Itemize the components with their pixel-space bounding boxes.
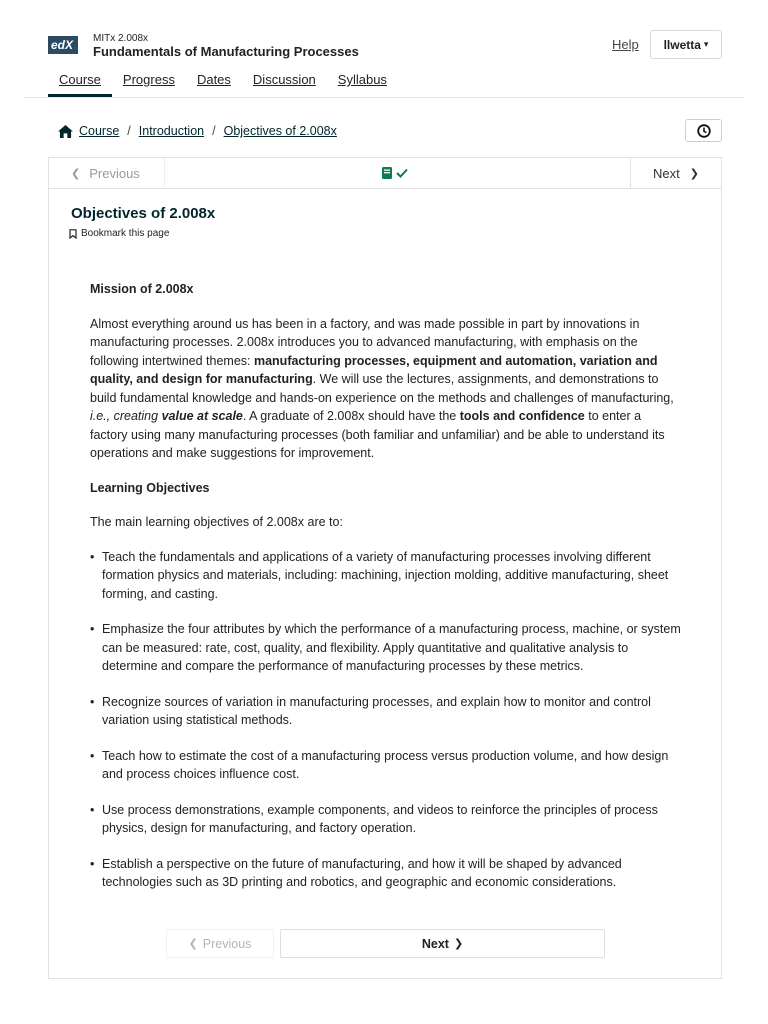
objectives-heading: Learning Objectives xyxy=(90,480,210,495)
tab-course[interactable]: Course xyxy=(48,72,112,97)
sequence-next-label: Next xyxy=(653,166,680,181)
objectives-intro: The main learning objectives of 2.008x are to: xyxy=(90,515,343,529)
course-title: Fundamentals of Manufacturing Processes xyxy=(93,44,359,59)
sequence-unit-button[interactable] xyxy=(382,167,408,179)
sequence-navigation xyxy=(49,158,721,189)
tab-syllabus[interactable]: Syllabus xyxy=(337,72,387,87)
breadcrumb-separator: / xyxy=(127,124,131,138)
header-divider xyxy=(24,97,744,98)
objectives-list xyxy=(90,548,682,892)
breadcrumb-introduction[interactable]: Introduction xyxy=(138,124,205,138)
chevron-down-icon: ▾ xyxy=(703,39,709,49)
tab-discussion[interactable]: Discussion xyxy=(252,72,316,87)
help-link[interactable]: Help xyxy=(612,37,639,52)
mission-heading: Mission of 2.008x xyxy=(90,282,194,296)
sequence-previous-button[interactable] xyxy=(49,158,165,189)
home-icon[interactable] xyxy=(58,125,73,138)
unit-content xyxy=(90,280,682,909)
book-icon xyxy=(382,167,392,179)
svg-text:edX: edX xyxy=(51,38,74,52)
sequence-next-button[interactable] xyxy=(630,158,721,189)
bottom-next-label: Next xyxy=(421,936,449,951)
bookmark-icon xyxy=(69,229,77,239)
sequence-previous-label: Previous xyxy=(89,166,140,181)
bottom-previous-button[interactable] xyxy=(166,929,274,958)
course-tabs xyxy=(48,72,398,98)
clock-icon xyxy=(697,124,711,138)
chevron-left-icon: ❮ xyxy=(71,168,81,180)
site-header xyxy=(0,0,768,98)
bottom-previous-label: Previous xyxy=(202,936,252,951)
bottom-next-button[interactable] xyxy=(280,929,605,958)
mission-paragraph: Almost everything around us has been in a factory, and was made possible in part by innovations in manufacturing processes. 2.008x introduces you to advanced manufacturing, with emphasis on the following intertwined themes: manufacturing processes, equipment and automation, variation and quality, and design for manufacturing. We will use the lectures, assignments, and demonstrations to build fundamental knowledge and hands-on experience on the methods and challenges of manufacturing, i.e., creating value at scale. A graduate of 2.008x should have the tools and confidence to enter a factory using many manufacturing processes (both familiar and unfamiliar) and be able to understand its operations and make suggestions for improvement. xyxy=(90,316,674,460)
chevron-right-icon: ❯ xyxy=(689,168,699,180)
username: llwetta xyxy=(663,37,701,52)
list-item: • Emphasize the four attributes by which the performance of a manufacturing process, machine, or system can be measured: rate, cost, quality, and flexibility. Apply quantitative and qualitative analysis to determine and compare the performance of manufacturing processes by these metrics. xyxy=(90,620,682,676)
breadcrumb-objectives[interactable]: Objectives of 2.008x xyxy=(223,124,337,138)
user-menu-button[interactable] xyxy=(650,30,722,59)
dates-clock-button[interactable] xyxy=(685,119,722,142)
unit-container xyxy=(48,157,722,979)
breadcrumb-separator: / xyxy=(212,124,216,138)
bookmark-button[interactable] xyxy=(69,228,169,239)
breadcrumb-course[interactable]: Course xyxy=(79,124,120,138)
list-item: • Establish a perspective on the future of manufacturing, and how it will be shaped by advanced technologies such as 3D printing and robotics, and geographic and economic considerations. xyxy=(90,855,682,892)
tab-dates[interactable]: Dates xyxy=(196,72,231,87)
breadcrumb xyxy=(58,124,337,138)
course-org: MITx 2.008x xyxy=(93,33,149,44)
chevron-left-icon: ❮ xyxy=(188,938,198,950)
list-item: • Teach the fundamentals and applications of a variety of manufacturing processes involving different formation physics and materials, including: machining, injection molding, additive manufacturing, sheet forming, and casting. xyxy=(90,548,682,604)
list-item: • Recognize sources of variation in manufacturing processes, and explain how to monitor and control variation using statistical methods. xyxy=(90,693,682,730)
tab-progress[interactable]: Progress xyxy=(122,72,175,87)
checkmark-icon xyxy=(396,168,408,178)
unit-title: Objectives of 2.008x xyxy=(71,205,216,222)
chevron-right-icon: ❯ xyxy=(453,938,464,950)
list-item: • Teach how to estimate the cost of a manufacturing process versus production volume, and how design and process choices influence cost. xyxy=(90,747,682,784)
bookmark-label: Bookmark this page xyxy=(81,228,170,239)
list-item: • Use process demonstrations, example components, and videos to reinforce the principles of process physics, design for manufacturing, and factory operation. xyxy=(90,801,682,838)
edx-logo[interactable] xyxy=(48,34,82,56)
